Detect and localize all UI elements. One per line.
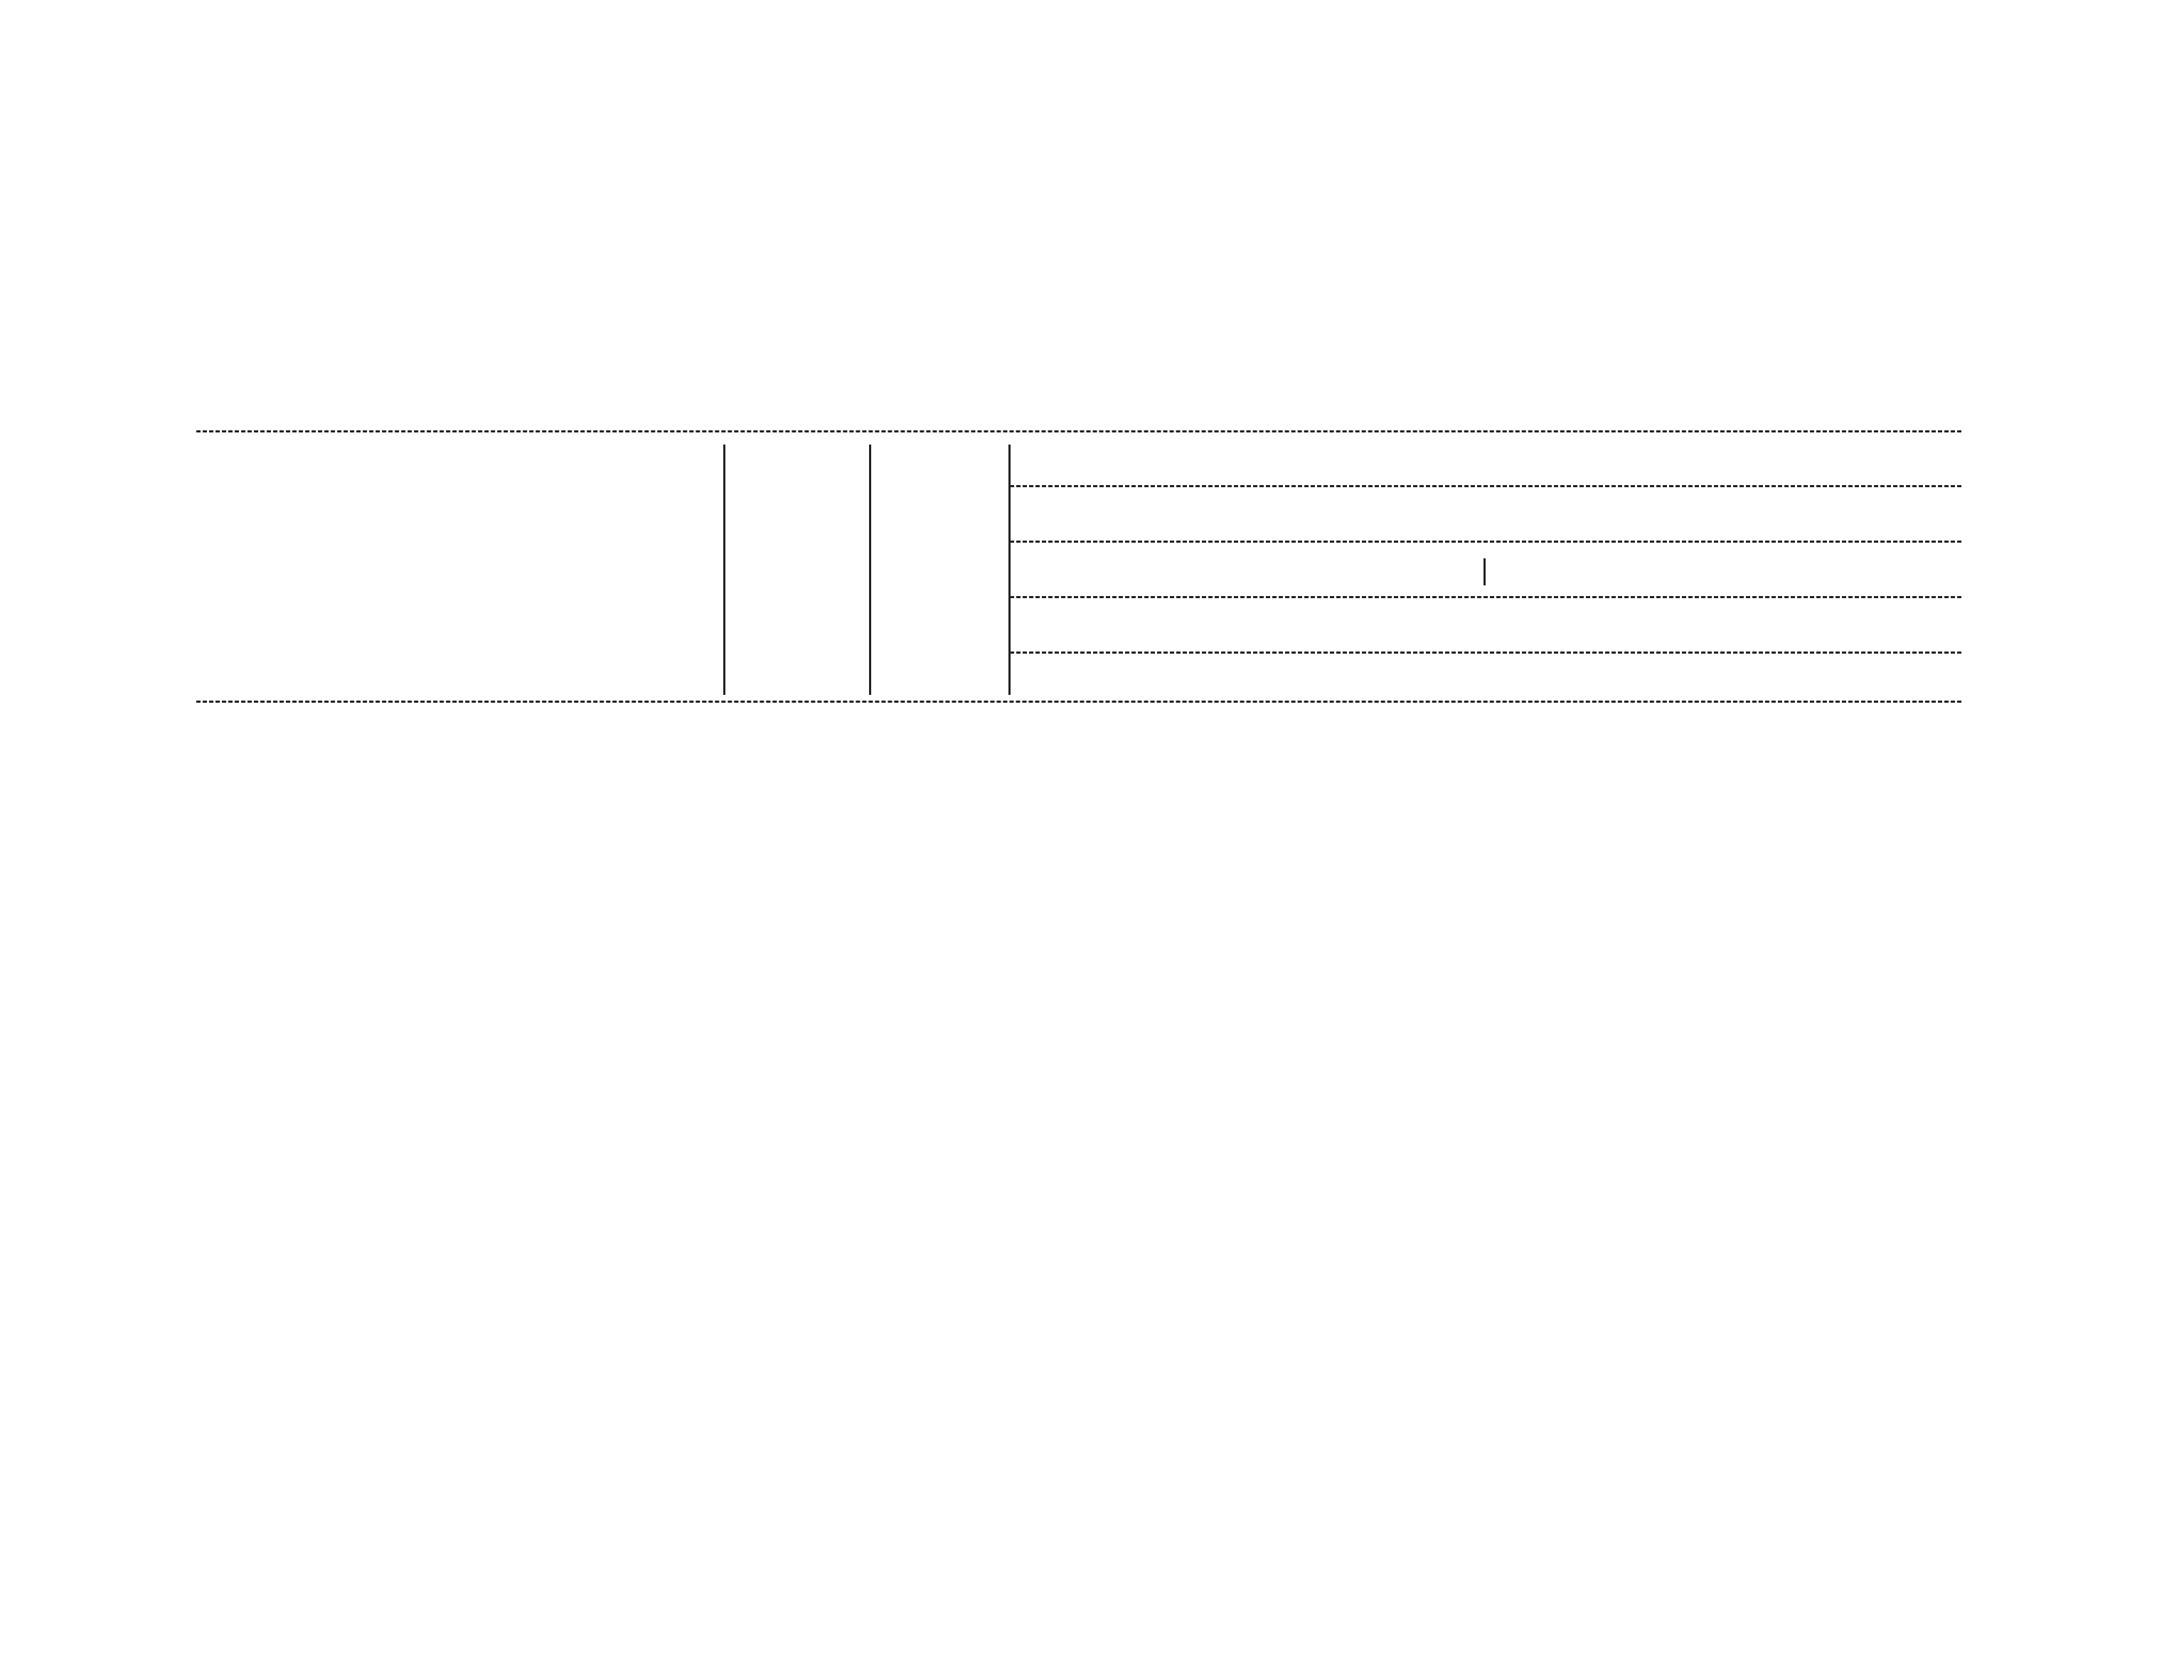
separator-line [196,701,1961,703]
header-divider [1483,558,1486,585]
header-divider [1008,445,1011,695]
header-rule [1010,541,1961,543]
header-divider [723,445,725,695]
header-divider [869,445,871,695]
separator-line [196,430,1961,432]
header-rule [1010,596,1961,598]
header-rule [1010,485,1961,487]
header-rule [1010,652,1961,654]
